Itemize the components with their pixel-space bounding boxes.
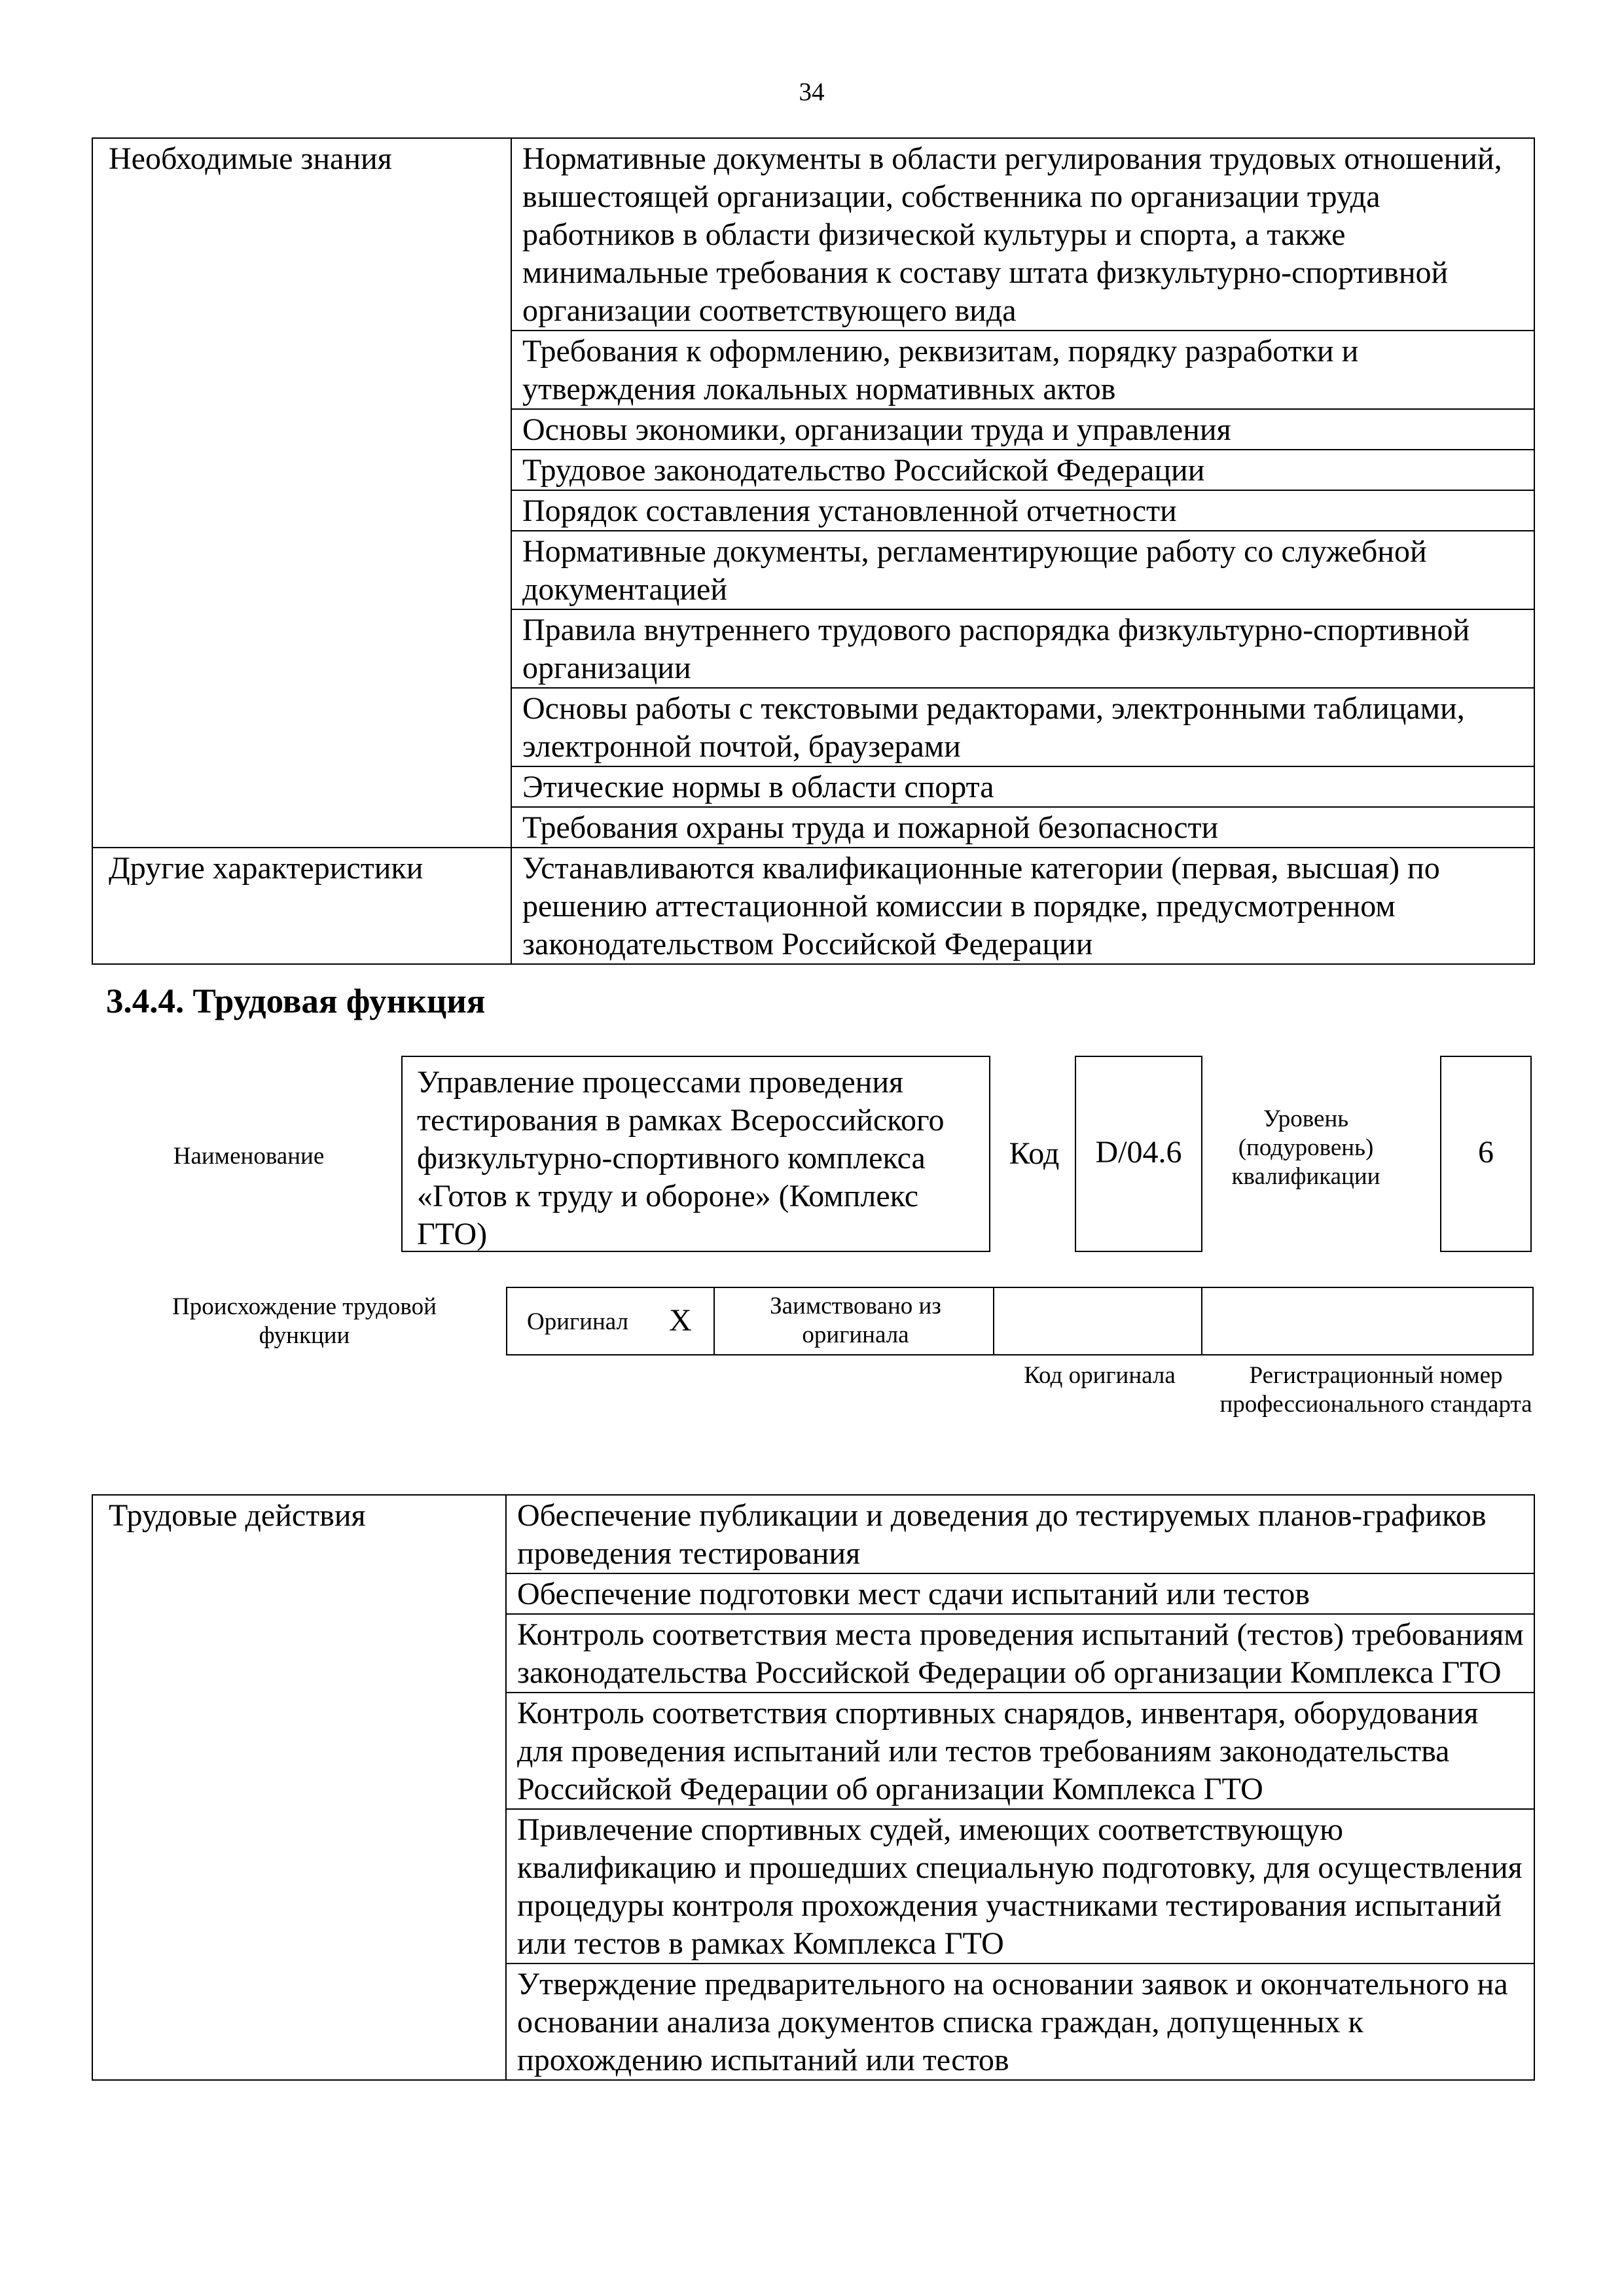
knowledge-label: Необходимые знания bbox=[92, 138, 511, 848]
function-name-box: Управление процессами проведения тестирования в рамках Всероссийского физкультурно-спортивного комплекса «Готов к труду и обороне» (Комплекс ГТО) bbox=[401, 1056, 990, 1252]
origin-divider bbox=[993, 1288, 996, 1354]
origin-divider bbox=[1201, 1288, 1204, 1354]
knowledge-item: Нормативные документы в области регулирования трудовых отношений, вышестоящей организации, собственника по организации труда работников в области физической культуры и спорта, а также минимальные требования к составу штата физкультурно-спортивной организации соответствующего вида bbox=[511, 138, 1534, 331]
qualification-level-label: Уровень (подуровень) квалификации bbox=[1231, 1105, 1380, 1190]
section-title: 3.4.4. Трудовая функция bbox=[106, 982, 486, 1020]
knowledge-item: Требования к оформлению, реквизитам, порядку разработки и утверждения локальных нормативных актов bbox=[511, 331, 1534, 409]
table-row bbox=[92, 1495, 1534, 1573]
knowledge-item: Этические нормы в области спорта bbox=[511, 766, 1534, 807]
origin-label: Происхождение трудовой функции bbox=[172, 1293, 437, 1349]
knowledge-item: Требования охраны труда и пожарной безопасности bbox=[511, 807, 1534, 848]
code-label: Код bbox=[1009, 1136, 1060, 1171]
origin-divider bbox=[713, 1288, 716, 1354]
other-characteristics-text: Устанавливаются квалификационные категории (первая, высшая) по решению аттестационной комиссии в порядке, предусмотренном законодательством Российской Федерации bbox=[511, 848, 1534, 964]
knowledge-item: Нормативные документы, регламентирующие работу со служебной документацией bbox=[511, 531, 1534, 609]
knowledge-item: Правила внутреннего трудового распорядка физкультурно-спортивной организации bbox=[511, 609, 1534, 688]
other-characteristics-label: Другие характеристики bbox=[92, 848, 511, 964]
knowledge-item: Основы экономики, организации труда и управления bbox=[511, 409, 1534, 450]
action-item: Обеспечение публикации и доведения до тестируемых планов-графиков проведения тестирования bbox=[506, 1495, 1534, 1573]
borrowed-label: Заимствовано из оригинала bbox=[770, 1293, 941, 1348]
action-item: Утверждение предварительного на основании заявок и окончательного на основании анализа документов списка граждан, допущенных к прохождению испытаний или тестов bbox=[506, 1964, 1534, 2080]
origin-row bbox=[506, 1287, 1534, 1355]
actions-table bbox=[92, 1494, 1535, 2081]
knowledge-item: Трудовое законодательство Российской Федерации bbox=[511, 450, 1534, 490]
table-row bbox=[92, 138, 1534, 331]
name-label: Наименование bbox=[173, 1143, 325, 1170]
action-item: Контроль соответствия спортивных снарядов, инвентаря, оборудования для проведения испытаний или тестов требованиям законодательства Российской Федерации об организации Комплекса ГТО bbox=[506, 1693, 1534, 1809]
knowledge-table bbox=[92, 137, 1535, 965]
original-label: Оригинал bbox=[527, 1308, 629, 1335]
page-number: 34 bbox=[799, 78, 825, 106]
action-item: Привлечение спортивных судей, имеющих соответствующую квалификацию и прошедших специальную подготовку, для осуществления процедуры контроля прохождения участниками тестирования испытаний или тестов в рамках Комплекса ГТО bbox=[506, 1809, 1534, 1964]
code-original-caption: Код оригинала bbox=[1024, 1362, 1176, 1389]
action-item: Обеспечение подготовки мест сдачи испытаний или тестов bbox=[506, 1573, 1534, 1614]
original-mark: X bbox=[669, 1303, 692, 1338]
code-value-box: D/04.6 bbox=[1075, 1056, 1202, 1252]
reg-number-caption: Регистрационный номер профессионального стандарта bbox=[1219, 1362, 1532, 1418]
knowledge-item: Основы работы с текстовыми редакторами, электронными таблицами, электронной почтой, браузерами bbox=[511, 688, 1534, 766]
action-item: Контроль соответствия места проведения испытаний (тестов) требованиям законодательства Российской Федерации об организации Комплекса ГТО bbox=[506, 1614, 1534, 1693]
qualification-level-value-box: 6 bbox=[1440, 1056, 1532, 1252]
actions-label: Трудовые действия bbox=[92, 1495, 506, 2080]
knowledge-item: Порядок составления установленной отчетности bbox=[511, 490, 1534, 531]
table-row bbox=[92, 848, 1534, 964]
